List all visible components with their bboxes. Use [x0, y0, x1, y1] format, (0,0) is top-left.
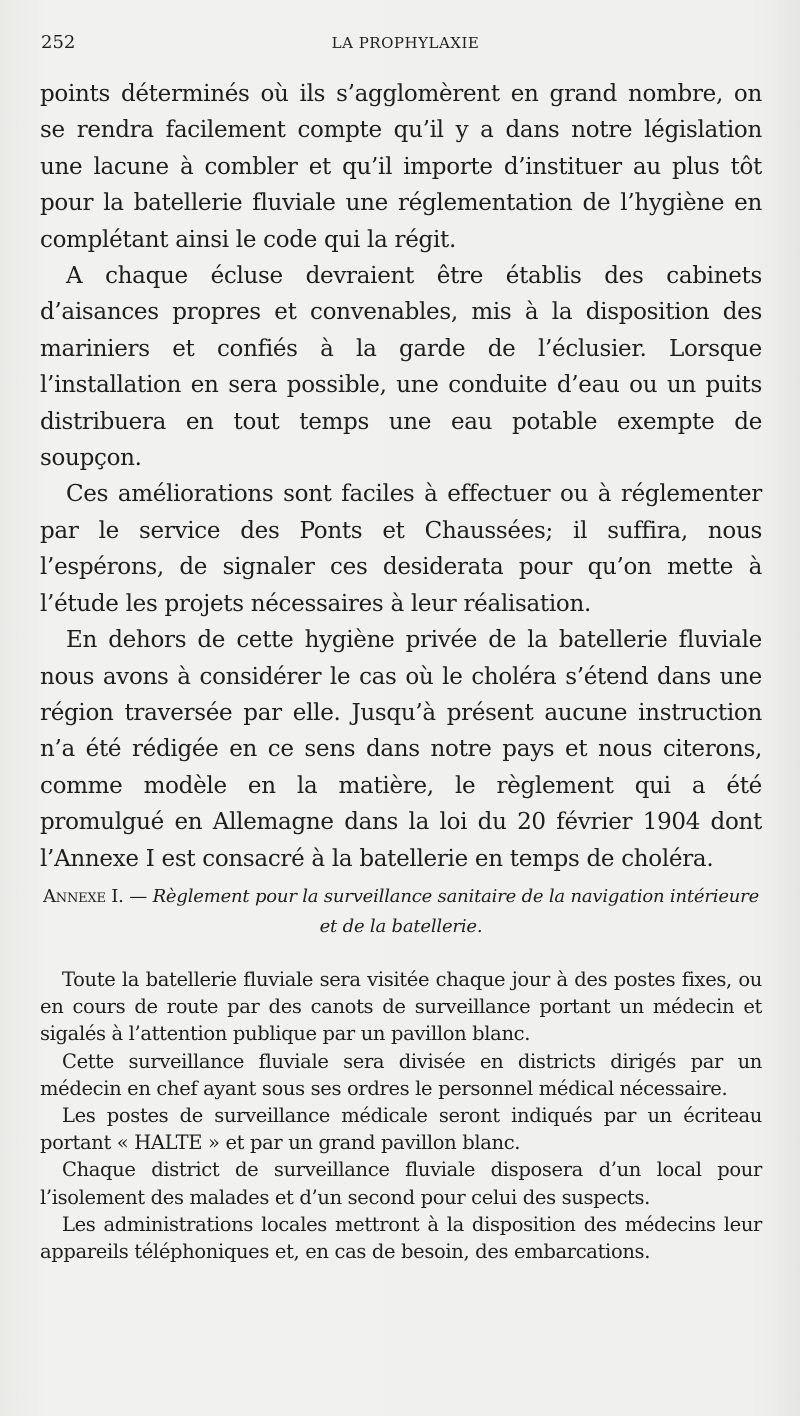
annex-heading	[40, 882, 762, 942]
annex-title: Règlement pour la surveillance sanitaire de la navigation intérieure et de la batellerie.	[152, 886, 760, 937]
annex-label: Annexe I.	[42, 886, 124, 907]
annex-paragraph: Toute la batellerie fluviale sera visitée chaque jour à des postes fixes, ou en cours de route par des canots de surveillance portant un médecin et sigalés à l’attention publique par un pavillon blanc.	[40, 968, 762, 1046]
paragraph: Ces améliorations sont faciles à effectuer ou à réglementer par le service des Ponts et Chaussées; il suffira, nous l’espérons, de signaler ces desiderata pour qu’on mette à l’étude les projets nécessaires à leur réalisation.	[40, 481, 762, 617]
annex-paragraph: Les postes de surveillance médicale seront indiqués par un écriteau portant « HALTE » et par un grand pavillon blanc.	[40, 1104, 762, 1155]
paragraph: points déterminés où ils s’agglomèrent en grand nombre, on se rendra facilement compte qu’il y a dans notre législation une lacune à combler et qu’il importe d’instituer au plus tôt pour la batellerie fluviale une réglementation de l’hygiène en complétant ainsi le code qui la régit.	[40, 81, 762, 253]
annex-text	[40, 966, 762, 1265]
annex-paragraph: Cette surveillance fluviale sera divisée en districts dirigés par un médecin en chef ayant sous ses ordres le personnel médical nécessaire.	[40, 1049, 762, 1100]
page-header	[41, 32, 760, 56]
paragraph: A chaque écluse devraient être établis des cabinets d’aisances propres et convenables, mis à la disposition des mariniers et confiés à la garde de l’éclusier. Lorsque l’installation en sera possible, une conduite d’eau ou un puits distribuera en tout temps une eau potable exempte de soupçon.	[40, 263, 762, 472]
body-text	[40, 76, 762, 877]
annex-separator: —	[123, 886, 153, 907]
annex-paragraph: Chaque district de surveillance fluviale disposera d’un local pour l’isolement des malades et d’un second pour celui des suspects.	[40, 1158, 762, 1209]
running-title: LA PROPHYLAXIE	[331, 34, 480, 52]
annex-paragraph: Les administrations locales mettront à la disposition des médecins leur appareils téléphoniques et, en cas de besoin, des embarcations.	[40, 1212, 762, 1264]
page-number: 252	[41, 32, 76, 53]
paragraph: En dehors de cette hygiène privée de la batellerie fluviale nous avons à considérer le cas où le choléra s’étend dans une région traversée par elle. Jusqu’à présent aucune instruction n’a été rédigée en ce sens dans notre pays et nous citerons, comme modèle en la matière, le règlement qui a été promulgué en Allemagne dans la loi du 20 février 1904 dont l’Annexe I est consacré à la batellerie en temps de choléra.	[40, 627, 762, 872]
